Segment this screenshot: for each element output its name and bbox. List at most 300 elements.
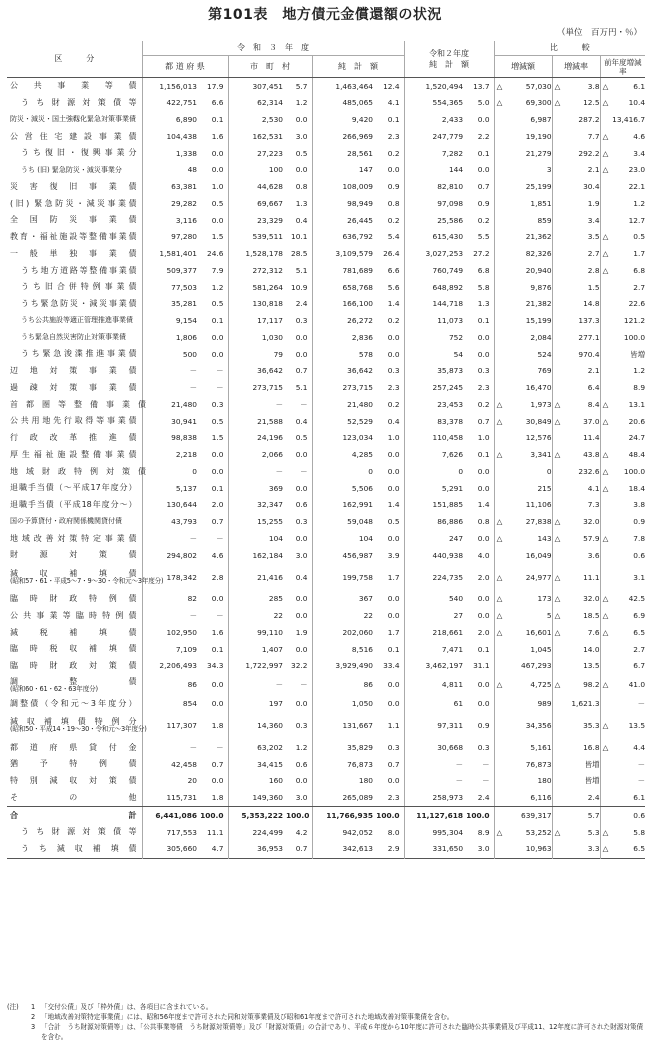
row-label	[7, 396, 146, 413]
diff-amount	[494, 229, 552, 246]
row-label	[7, 773, 142, 790]
prev-rate-value: 6.7	[633, 661, 646, 671]
diff-amount	[494, 564, 552, 591]
muni-amount: 100	[268, 165, 283, 175]
net-share: 0.8	[376, 195, 404, 212]
table-row	[7, 279, 645, 296]
row-label-text: 防災・減災・国土強靱化緊急対策事業債	[10, 115, 136, 124]
row-label	[7, 262, 142, 279]
prev-rate	[600, 807, 645, 824]
prev-amount: 218,661	[432, 627, 464, 637]
diff-rate-sign: △	[554, 533, 561, 543]
prev-rate-value: 3.4	[633, 148, 646, 158]
muni-share: 0.4	[286, 413, 312, 430]
table-row	[7, 790, 645, 807]
row-label	[7, 246, 142, 263]
diff-amount	[494, 497, 552, 514]
pref-amount: 305,660	[166, 844, 197, 854]
prev-share: 5.5	[466, 229, 494, 246]
diff-rate-value: 137.3	[578, 316, 600, 326]
muni-share: 10.9	[286, 279, 312, 296]
row-label-text: う ち 財 源 対 策 債 等	[21, 98, 137, 108]
row-label	[7, 530, 142, 547]
header-reiwa3: 令 和 ３ 年 度	[142, 41, 404, 56]
net-share: 0.2	[376, 396, 404, 413]
muni-amount: 14,360	[257, 721, 283, 731]
net-share: 0.3	[376, 739, 404, 756]
prev-share: 0.9	[466, 195, 494, 212]
row-label	[7, 78, 142, 95]
table-row	[7, 739, 645, 756]
row-label-text: 臨 時 財 政 特 例 債	[10, 594, 137, 604]
prev-amount: 554,365	[432, 98, 464, 108]
pref-amount: 63,381	[171, 182, 197, 192]
row-label	[7, 128, 142, 145]
net-amount: 1,463,464	[335, 81, 373, 91]
muni-share: 0.0	[286, 346, 312, 363]
prev-amount: 97,098	[437, 198, 464, 208]
prev-rate-value: 0.6	[633, 550, 646, 560]
diff-rate	[552, 790, 600, 807]
total-row	[7, 807, 645, 824]
prev-share: 6.8	[466, 262, 494, 279]
muni-share: 1.3	[286, 195, 312, 212]
diff-amount-value: 21,279	[525, 148, 552, 158]
diff-amount-value: 24,977	[525, 572, 552, 582]
prev-rate-value: －	[637, 759, 646, 769]
row-label	[7, 195, 142, 212]
pref-share: 1.8	[200, 712, 228, 739]
pref-amount: 3,116	[175, 215, 197, 225]
net-share: 0.3	[376, 363, 404, 380]
net-amount: 202,060	[342, 627, 373, 637]
diff-rate	[552, 78, 600, 95]
prev-rate-value: 0.9	[633, 517, 646, 527]
prev-amount: 110,458	[432, 433, 464, 443]
note-number: 1	[31, 1003, 36, 1011]
diff-rate-value: 232.6	[578, 466, 600, 476]
prev-share: 2.3	[466, 380, 494, 397]
row-label	[7, 790, 142, 807]
prev-amount: 7,626	[441, 450, 464, 460]
diff-rate	[552, 807, 600, 824]
prev-rate	[600, 547, 645, 564]
header-rate: 増減率	[552, 56, 600, 78]
row-label-text: 退職手当債（～平成17年度分）	[10, 483, 137, 493]
diff-amount-sign: △	[496, 533, 503, 543]
muni-share: 4.2	[286, 824, 312, 841]
muni-share: 0.6	[286, 756, 312, 773]
prev-rate-sign: △	[602, 594, 609, 604]
diff-amount	[494, 313, 552, 330]
diff-rate-value: 11.1	[583, 572, 600, 582]
muni-amount: 23,329	[257, 215, 283, 225]
prev-rate-value: 8.9	[633, 383, 646, 393]
muni-share: 0.6	[286, 497, 312, 514]
prev-amount: 3,027,253	[425, 249, 464, 259]
note-number: 2	[31, 1013, 36, 1021]
muni-amount: 32,347	[257, 500, 283, 510]
diff-rate-sign: △	[554, 627, 561, 637]
diff-rate-value: 57.9	[583, 533, 600, 543]
diff-amount-value: 5,161	[530, 742, 552, 752]
table-row	[7, 128, 645, 145]
muni-amount: 162,184	[252, 550, 283, 560]
note-text: 「地域改善対策特定事業債」には、昭和56年度まで許可された同和対策事業債及び昭和61年度まで許可された地域改善対策事業債を含む。	[41, 1013, 454, 1021]
diff-amount-sign: △	[496, 450, 503, 460]
pref-amount: 30,941	[171, 416, 197, 426]
prev-rate	[600, 246, 645, 263]
diff-rate-value: 3.5	[587, 232, 600, 242]
diff-rate-value: 30.4	[583, 182, 600, 192]
diff-amount-sign: △	[496, 517, 503, 527]
pref-share: 0.1	[200, 641, 228, 658]
pref-amount: 29,282	[171, 198, 197, 208]
diff-rate-sign: △	[554, 450, 561, 460]
prev-rate-value: 1.7	[633, 249, 646, 259]
net-share: 0.9	[376, 179, 404, 196]
row-label	[7, 514, 142, 531]
prev-rate-sign: △	[602, 416, 609, 426]
diff-rate-value: 2.1	[587, 165, 600, 175]
table-row	[7, 591, 645, 608]
table-row	[7, 514, 645, 531]
table-row	[7, 497, 645, 514]
prev-rate-sign: △	[602, 81, 609, 91]
net-share: 1.4	[376, 296, 404, 313]
row-label-text: う ち 旧 合 併 特 例 事 業 債	[21, 282, 137, 292]
diff-rate	[552, 112, 600, 129]
muni-amount: 36,953	[257, 844, 283, 854]
muni-share: 3.0	[286, 547, 312, 564]
diff-rate	[552, 229, 600, 246]
muni-amount: 369	[268, 483, 283, 493]
prev-rate-value: 4.6	[633, 131, 646, 141]
row-label-text: うち (旧) 緊急防災・減災事業分	[21, 165, 122, 174]
muni-amount: 44,628	[257, 182, 283, 192]
net-amount: 658,768	[342, 282, 373, 292]
diff-rate	[552, 756, 600, 773]
prev-rate-value: 20.6	[628, 416, 646, 426]
diff-rate-value: 14.0	[583, 644, 600, 654]
prev-share: 0.7	[466, 413, 494, 430]
pref-share: 6.6	[200, 95, 228, 112]
diff-rate	[552, 279, 600, 296]
diff-amount-value: 2,084	[530, 332, 552, 342]
prev-rate	[600, 480, 645, 497]
muni-amount: 307,451	[252, 81, 283, 91]
diff-amount	[494, 790, 552, 807]
prev-rate	[600, 756, 645, 773]
table-row	[7, 430, 645, 447]
row-label	[7, 162, 142, 179]
muni-share: 0.5	[286, 430, 312, 447]
muni-share: 0.0	[286, 480, 312, 497]
diff-rate-sign: △	[554, 416, 561, 426]
prev-amount: 11,073	[437, 316, 464, 326]
prev-amount: 2,433	[441, 115, 464, 125]
diff-rate-value: 7.7	[587, 131, 600, 141]
net-share: 100.0	[376, 807, 404, 824]
prev-share: 100.0	[466, 807, 494, 824]
row-label-text: 国の予算貸付・政府関係機関貸付債	[10, 517, 122, 526]
pref-amount: 117,307	[166, 721, 197, 731]
diff-amount-value: 6,987	[530, 115, 552, 125]
diff-amount-value: 30,849	[525, 416, 552, 426]
muni-share: 0.3	[286, 712, 312, 739]
net-amount: 273,715	[342, 383, 373, 393]
prev-rate-value: 6.1	[633, 793, 646, 803]
diff-rate	[552, 396, 600, 413]
muni-share: 0.3	[286, 313, 312, 330]
pref-amount: 509,377	[166, 265, 197, 275]
pref-amount: 6,890	[175, 115, 197, 125]
table-row	[7, 195, 645, 212]
row-label	[7, 346, 142, 363]
net-amount: 104	[358, 533, 373, 543]
diff-rate-sign: △	[554, 594, 561, 604]
muni-amount: 99,110	[257, 627, 283, 637]
diff-amount-value: 639,317	[521, 810, 552, 820]
pref-share: 0.0	[200, 346, 228, 363]
prev-rate	[600, 363, 645, 380]
diff-rate	[552, 547, 600, 564]
row-label	[7, 841, 142, 858]
row-label	[7, 497, 142, 514]
diff-rate	[552, 564, 600, 591]
prev-rate-sign: △	[602, 827, 609, 837]
prev-rate	[600, 530, 645, 547]
pref-share: －	[200, 530, 228, 547]
muni-share: 1.9	[286, 624, 312, 641]
net-amount: 76,873	[347, 759, 373, 769]
diff-amount-value: 82,326	[525, 249, 552, 259]
muni-amount: 79	[273, 349, 283, 359]
prev-rate	[600, 591, 645, 608]
table-row	[7, 112, 645, 129]
net-share: 0.0	[376, 675, 404, 696]
prev-amount: 23,453	[437, 399, 464, 409]
note-prefix	[7, 1012, 31, 1022]
net-amount: 456,987	[342, 550, 373, 560]
pref-share: 0.0	[200, 329, 228, 346]
unit-label: （単位 百万円・％）	[556, 28, 642, 38]
row-label-text: う ち 財 源 対 策 債 等	[21, 827, 137, 837]
pref-share: 7.9	[200, 262, 228, 279]
pref-share: 0.5	[200, 195, 228, 212]
diff-rate-value: 3.3	[587, 844, 600, 854]
muni-share: －	[286, 463, 312, 480]
diff-amount	[494, 112, 552, 129]
row-label-text: 厚 生 福 祉 施 設 整 備 事 業 債	[10, 449, 137, 459]
row-label-text: 災 害 復 旧 事 業 債	[10, 181, 137, 191]
diff-rate-value: 5.3	[587, 827, 600, 837]
prev-amount: －	[455, 776, 464, 786]
diff-amount-value: 20,940	[525, 265, 552, 275]
diff-amount-value: 69,300	[525, 98, 552, 108]
diff-amount	[494, 246, 552, 263]
row-label	[7, 229, 142, 246]
row-label	[7, 296, 142, 313]
diff-rate-sign: △	[554, 81, 561, 91]
prev-amount: 224,735	[432, 572, 464, 582]
row-label	[7, 739, 142, 756]
prev-share: 0.3	[466, 739, 494, 756]
muni-amount: 1,030	[261, 332, 283, 342]
table-row	[7, 547, 645, 564]
net-share: 0.0	[376, 591, 404, 608]
prev-rate	[600, 658, 645, 675]
muni-amount: 285	[268, 594, 283, 604]
muni-share: 0.4	[286, 564, 312, 591]
table-row	[7, 346, 645, 363]
prev-rate-sign: △	[602, 627, 609, 637]
pref-share: 2.0	[200, 497, 228, 514]
diff-rate	[552, 128, 600, 145]
muni-amount: 539,511	[252, 232, 283, 242]
diff-amount-value: 3	[546, 165, 552, 175]
pref-share: 34.3	[200, 658, 228, 675]
net-share: 0.0	[376, 480, 404, 497]
muni-amount: 27,223	[257, 148, 283, 158]
prev-share: 0.8	[466, 514, 494, 531]
net-share: 5.6	[376, 279, 404, 296]
prev-share: 0.2	[466, 212, 494, 229]
muni-share: 0.0	[286, 608, 312, 625]
diff-amount	[494, 162, 552, 179]
muni-share: 32.2	[286, 658, 312, 675]
note-item	[7, 1012, 645, 1022]
net-amount: 636,792	[342, 232, 373, 242]
prev-share: 0.0	[466, 608, 494, 625]
net-amount: 342,613	[342, 844, 373, 854]
pref-share: 0.1	[200, 480, 228, 497]
diff-amount	[494, 78, 552, 95]
diff-rate	[552, 463, 600, 480]
diff-amount-value: 989	[537, 699, 552, 709]
row-label-text: 公 営 住 宅 建 設 事 業 債	[10, 131, 137, 141]
diff-rate-value: 287.2	[578, 115, 600, 125]
diff-amount	[494, 530, 552, 547]
diff-amount	[494, 463, 552, 480]
prev-amount: 247,779	[432, 131, 464, 141]
muni-share: 0.3	[286, 514, 312, 531]
diff-amount	[494, 514, 552, 531]
pref-share: 0.1	[200, 112, 228, 129]
muni-share: 0.7	[286, 841, 312, 858]
prev-rate-value: 6.5	[633, 627, 646, 637]
prev-share: 0.0	[466, 329, 494, 346]
row-label-text: 猶 予 特 例 債	[10, 759, 137, 769]
row-label	[7, 313, 142, 330]
prev-rate	[600, 514, 645, 531]
prev-share: 1.3	[466, 296, 494, 313]
pref-amount: －	[189, 366, 197, 376]
prev-rate-value: 皆増	[630, 349, 646, 359]
diff-amount	[494, 696, 552, 713]
diff-amount-value: 12,576	[525, 433, 552, 443]
table-row	[7, 212, 645, 229]
row-label	[7, 756, 142, 773]
net-amount: 367	[358, 594, 373, 604]
net-share: 0.4	[376, 413, 404, 430]
pref-amount: －	[189, 742, 197, 752]
pref-share: 1.0	[200, 179, 228, 196]
prev-amount: 82,810	[437, 182, 464, 192]
prev-rate-sign: △	[602, 249, 609, 259]
net-share: 0.7	[376, 756, 404, 773]
diff-amount-sign: △	[496, 594, 503, 604]
pref-share: 1.5	[200, 229, 228, 246]
muni-share: 2.4	[286, 296, 312, 313]
prev-rate	[600, 229, 645, 246]
pref-share: －	[200, 363, 228, 380]
diff-rate	[552, 675, 600, 696]
pref-share: 100.0	[200, 807, 228, 824]
row-label	[7, 380, 142, 397]
prev-share: 0.9	[466, 712, 494, 739]
diff-amount-value: 180	[537, 776, 552, 786]
net-amount: 108,009	[342, 182, 373, 192]
diff-amount	[494, 430, 552, 447]
pref-amount: 178,342	[166, 572, 197, 582]
note-text: 「交付公債」及び「枠外債」は、各項目に含まれている。	[41, 1003, 213, 1011]
pref-share: 0.0	[200, 773, 228, 790]
prev-share: 27.2	[466, 246, 494, 263]
table-row	[7, 480, 645, 497]
diff-rate-value: 8.4	[587, 399, 600, 409]
prev-amount: 615,430	[432, 232, 464, 242]
muni-amount: 62,314	[257, 98, 283, 108]
diff-amount	[494, 591, 552, 608]
pref-amount: 0	[192, 466, 197, 476]
prev-rate	[600, 162, 645, 179]
prev-rate-sign: △	[602, 265, 609, 275]
header-pref: 都 道 府 県	[142, 56, 228, 78]
row-label	[7, 212, 142, 229]
prev-rate-sign: △	[602, 533, 609, 543]
prev-rate-value: 1.2	[633, 366, 646, 376]
row-label	[7, 675, 142, 696]
row-label-text: (旧) 緊急防災・減災事業債	[10, 198, 137, 208]
pref-amount: 42,458	[171, 759, 197, 769]
prev-rate-value: 3.8	[633, 500, 646, 510]
net-share: 0.0	[376, 773, 404, 790]
diff-amount-sign: △	[496, 399, 503, 409]
diff-amount-value: 1,973	[530, 399, 552, 409]
row-label-text: 臨 時 財 政 対 策 債	[10, 661, 137, 671]
diff-rate-value: 1.5	[587, 282, 600, 292]
net-amount: 36,642	[347, 366, 373, 376]
prev-share: 2.0	[466, 624, 494, 641]
diff-rate	[552, 641, 600, 658]
notes	[7, 1002, 645, 1042]
net-amount: 3,929,490	[335, 661, 373, 671]
prev-amount: －	[455, 759, 464, 769]
table-row	[7, 608, 645, 625]
prev-share: 0.0	[466, 346, 494, 363]
row-label	[7, 696, 142, 713]
muni-amount: 2,066	[261, 450, 283, 460]
muni-amount: 21,588	[257, 416, 283, 426]
prev-amount: 7,282	[441, 148, 464, 158]
prev-rate	[600, 380, 645, 397]
row-label-text: 地 域 改 善 対 策 特 定 事 業 債	[10, 533, 137, 543]
pref-amount: 1,156,013	[159, 81, 197, 91]
prev-share: 0.0	[466, 480, 494, 497]
table-row	[7, 78, 645, 95]
muni-amount: 272,312	[252, 265, 283, 275]
